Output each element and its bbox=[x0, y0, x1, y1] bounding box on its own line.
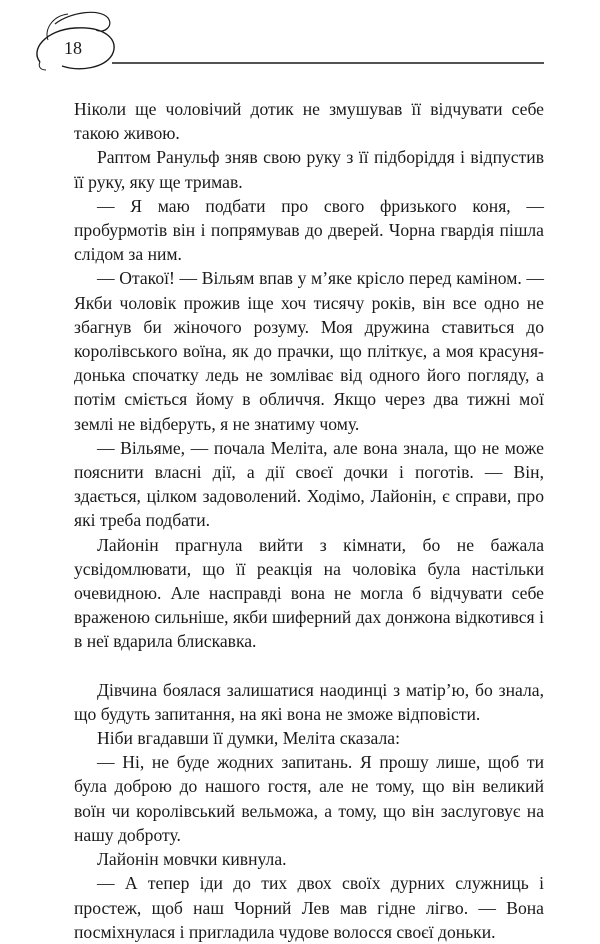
flourish-ornament-icon bbox=[0, 0, 600, 80]
paragraph: Ніколи ще чоловічий дотик не змушував її відчувати себе такою живою. bbox=[74, 99, 544, 144]
paragraph: — Отакої! — Вільям впав у м’яке крісло перед каміном. — Якби чоловік прожив іще хоч тисячу років, він все одно не збагнув би жіночого розуму. Моя дружина ставиться до королівського воїна, як до прачки, що пліткує, а моя красуня-донька спочатку ледь не зомліває від одного його погляду, а потім сміється йому в обличчя. Якщо через два тижні мої землі не відберуть, я не знатиму чому. bbox=[74, 268, 544, 434]
body-text bbox=[74, 97, 544, 944]
paragraph: — Вільяме, — почала Меліта, але вона знала, що не може пояснити власні дії, а дії своєї дочки і поготів. — Він, здається, цілком задоволений. Ходімо, Лайонін, є справи, про які треба подбати. bbox=[74, 437, 544, 531]
paragraph: Раптом Ранульф зняв свою руку з її підборіддя і відпустив її руку, яку ще тримав. bbox=[74, 147, 544, 192]
paragraph: Лайонін мовчки кивнула. bbox=[97, 849, 287, 870]
paragraph: Лайонін прагнула вийти з кімнати, бо не бажала усвідомлювати, що її реакція на чоловіка була настільки очевидною. Але насправді вона не могла б відчувати себе враженою сильніше, якби шиферний дах донжона відкотився і в неї вдарила блискавка. bbox=[74, 534, 544, 652]
page-number: 18 bbox=[64, 38, 82, 58]
page-header bbox=[0, 0, 600, 80]
paragraph: Ніби вгадавши її думки, Меліта сказала: bbox=[97, 728, 400, 749]
paragraph: — А тепер іди до тих двох своїх дурних служниць і простеж, щоб наш Чорний Лев мав гідне лігво. — Вона посміхнулася і пригладила чудове волосся своєї доньки. bbox=[74, 873, 544, 942]
paragraph: — Я маю подбати про свого фризького коня, — пробурмотів він і попрямував до дверей. Чорна гвардія пішла слідом за ним. bbox=[74, 195, 544, 265]
paragraph: Дівчина боялася залишатися наодинці з матір’ю, бо знала, що будуть запитання, на які вона не зможе відповісти. bbox=[74, 679, 544, 724]
paragraph: — Ні, не буде жодних запитань. Я прошу лише, щоб ти була доброю до нашого гостя, але не тому, що він великий воїн чи королівський вельможа, а тому, що він заслуговує на нашу доброту. bbox=[74, 752, 544, 845]
